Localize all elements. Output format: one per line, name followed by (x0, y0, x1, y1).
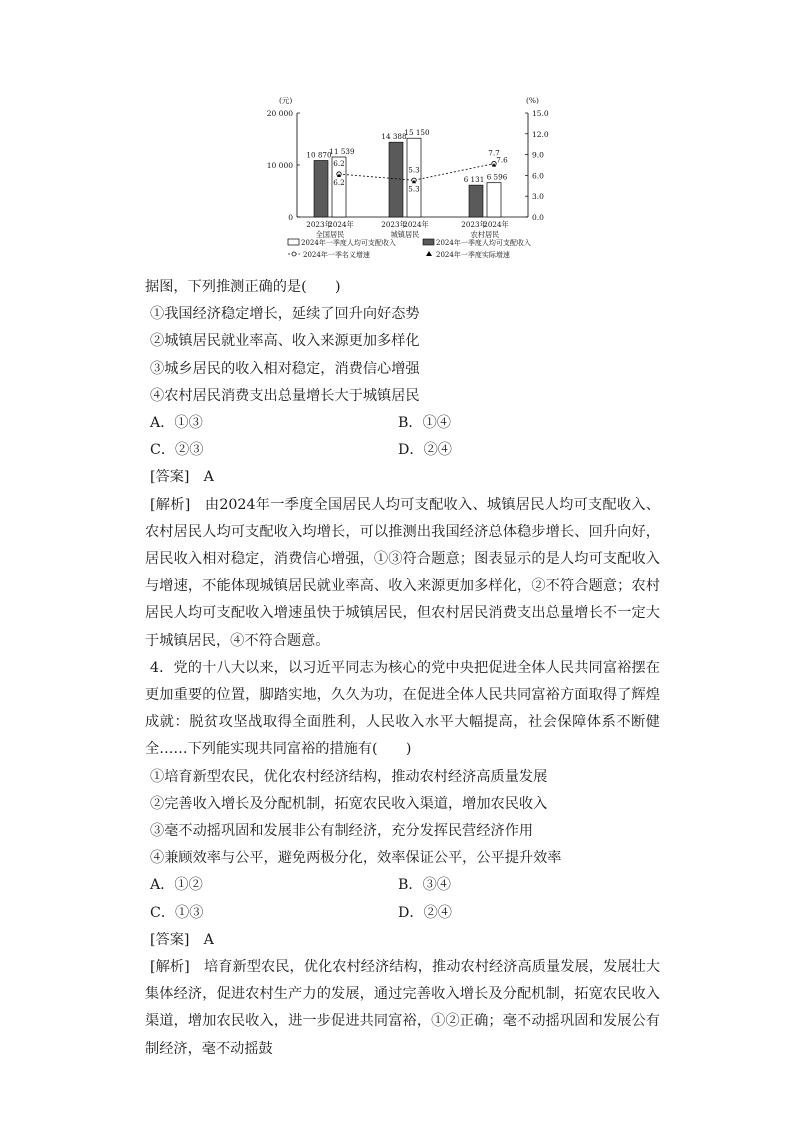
left-tick-label: 0 (288, 213, 293, 222)
right-tick-label: 12.0 (532, 129, 549, 139)
x-group-label: 全国居民 (315, 230, 345, 239)
right-tick-label: 6.0 (532, 171, 544, 181)
legend-hollow-bar-swatch (288, 239, 299, 245)
left-unit-label: (元) (279, 96, 293, 105)
q4-answer: [答案] A (150, 931, 214, 948)
right-tick-label: 15.0 (532, 109, 549, 118)
x-group-label: 城镇居民 (390, 230, 420, 239)
bar-value-label: 11 539 (329, 146, 355, 156)
x-year-label: 2024年 (483, 220, 509, 229)
legend-triangle-swatch (426, 251, 432, 256)
q3-option-a: A．①③ (150, 415, 203, 432)
q3-option-c: C．②③ (150, 442, 204, 459)
x-year-label: 2024年 (403, 220, 429, 229)
q3-analysis: [解析] 由2024年一季度全国居民人均可支配收入、城镇居民人均可支配收入、农村居民人均可支配收入均增长，可以推测出我国经济总体稳步增长、回升向好，居民收入相对稳定，消费信心增强，①③符合题意；图表显示的是人均可支配收入与增速，不能体现城镇居民就业率高、收入来源更加多样化，②不符合题意；农村居民人均可支配收入增速虽快于城镇居民，但农村居民消费支出总量增长不一定大于城镇居民，④不符合题意。 (145, 496, 660, 649)
q3-stem: 据图，下列推测正确的是( ) (145, 279, 341, 295)
left-tick-label: 10 000 (266, 161, 293, 170)
bar-2023 (389, 142, 403, 217)
q4-item-2: ②完善收入增长及分配机制，拓宽农民收入渠道，增加农民收入 (150, 795, 548, 812)
real-growth-label: 6.2 (333, 178, 345, 188)
right-tick-label: 0.0 (532, 213, 544, 222)
x-year-label: 2023年 (381, 220, 407, 229)
q3-answer: [答案] A (150, 469, 214, 486)
nominal-growth-label: 7.7 (488, 148, 500, 158)
q4-analysis: [解析] 培育新型农民，优化农村经济结构，推动农村经济高质量发展，发展壮大集体经济，促进农村生产力的发展，通过完善收入增长及分配机制，拓宽农民收入渠道，增加农民收入，进一步促进共同富裕，①②正确；毫不动摇巩固和发展公有制经济，毫不动摇鼓 (145, 959, 660, 1057)
nominal-growth-label: 6.2 (333, 159, 345, 169)
q4-item-1: ①培育新型农民，优化农村经济结构，推动农村经济高质量发展 (150, 768, 548, 785)
q4-option-d: D．②④ (398, 904, 452, 921)
bar-value-label: 15 150 (404, 128, 430, 138)
bar-value-label: 6 596 (486, 172, 508, 182)
q3-option-b: B．①④ (398, 415, 451, 432)
question-content (145, 274, 660, 1063)
legend-label: 2024年一季度实际增速 (436, 251, 510, 259)
nominal-growth-label: 5.3 (408, 165, 420, 175)
right-unit-label: (%) (526, 96, 539, 105)
real-growth-label: 5.3 (408, 184, 420, 194)
q4-item-3: ③毫不动摇巩固和发展非公有制经济，充分发挥民营经济作用 (150, 823, 534, 840)
x-year-label: 2023年 (461, 220, 487, 229)
q4-options-row-1 (145, 872, 660, 899)
q4-item-4: ④兼顾效率与公平，避免两极分化，效率保证公平，公平提升效率 (150, 850, 562, 867)
legend-label: 2024年一季名义增速 (303, 251, 370, 259)
q4-option-b: B．③④ (398, 877, 451, 894)
bar-2024 (487, 183, 501, 217)
q3-item-3: ③城乡居民的收入相对稳定，消费信心增强 (150, 360, 420, 377)
real-growth-label: 7.6 (496, 155, 508, 165)
q3-item-4: ④农村居民消费支出总量增长大于城镇居民 (150, 387, 420, 404)
q4-option-a: A．①② (150, 877, 203, 894)
x-year-label: 2023年 (306, 220, 332, 229)
q4-option-c: C．①③ (150, 904, 204, 921)
right-tick-label: 9.0 (532, 150, 544, 160)
bar-value-label: 6 131 (463, 175, 485, 185)
x-year-label: 2024年 (328, 220, 354, 229)
right-tick-label: 3.0 (532, 192, 544, 202)
q3-options-row-2 (145, 437, 660, 464)
q4-options-row-2 (145, 900, 660, 927)
q3-options-row-1 (145, 410, 660, 437)
income-growth-chart (255, 92, 565, 272)
q4-stem: 4．党的十八大以来，以习近平同志为核心的党中央把促进全体人民共同富裕摆在更加重要的位置，脚踏实地，久久为功，在促进全体人民共同富裕方面取得了辉煌成就：脱贫攻坚战取得全面胜利，人民收入水平大幅提高，社会保障体系不断健全……下列能实现共同富裕的措施有( ) (145, 659, 660, 758)
q3-option-d: D．②④ (398, 442, 452, 459)
q3-item-1: ①我国经济稳定增长，延续了回升向好态势 (150, 306, 420, 323)
x-group-label: 农村居民 (470, 230, 500, 239)
bar-value-label: 10 870 (306, 150, 332, 160)
legend-label: 2024年一季度人均可支配收入 (301, 239, 396, 247)
bar-2023 (469, 185, 483, 217)
left-tick-label: 20 000 (266, 109, 293, 118)
legend-circle-swatch (292, 252, 296, 256)
bar-2023 (314, 160, 328, 217)
bar-2024 (407, 138, 421, 217)
legend-solid-bar-swatch (423, 239, 434, 245)
chart-svg (255, 92, 565, 272)
bar-value-label: 14 388 (381, 132, 407, 142)
q3-item-2: ②城镇居民就业率高、收入来源更加多样化 (150, 333, 420, 350)
legend-label: 2024年一季度人均可支配收入 (436, 239, 531, 247)
